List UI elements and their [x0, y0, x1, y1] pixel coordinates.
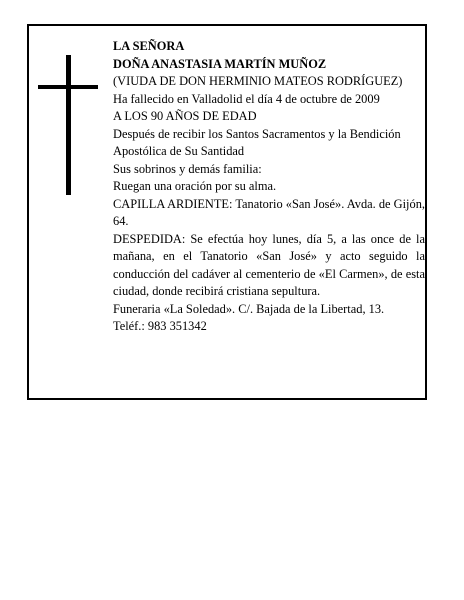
- prayer-line: Ruegan una oración por su alma.: [113, 179, 277, 193]
- age-at-death: A LOS 90 AÑOS DE EDAD: [113, 109, 257, 123]
- notice-text-block: [113, 38, 425, 336]
- cross-icon: [38, 55, 98, 195]
- notice-title: LA SEÑORA: [113, 39, 185, 53]
- widow-of: (VIUDA DE DON HERMINIO MATEOS RODRÍGUEZ): [113, 74, 403, 88]
- cross-horizontal-bar: [38, 85, 98, 89]
- sacraments-line: Después de recibir los Santos Sacramentos y la Bendición Apostólica de Su Santidad: [113, 126, 401, 158]
- death-info: Ha fallecido en Valladolid el día 4 de octubre de 2009: [113, 91, 380, 106]
- farewell-info: DESPEDIDA: Se efectúa hoy lunes, día 5, a las once de la mañana, en el Tanatorio «San José» y acto seguido la conducción del cadáver al cementerio de «El Carmen», de esta ciudad, donde recibirá cristiana sepultura.: [113, 231, 425, 298]
- funeral-home: Funeraria «La Soledad». C/. Bajada de la Libertad, 13.: [113, 301, 385, 316]
- phone-number: Teléf.: 983 351342: [113, 319, 207, 333]
- chapel-info: CAPILLA ARDIENTE: Tanatorio «San José». Avda. de Gijón, 64.: [113, 196, 425, 228]
- cross-vertical-bar: [66, 55, 71, 195]
- family-line: Sus sobrinos y demás familia:: [113, 161, 262, 176]
- deceased-name: DOÑA ANASTASIA MARTÍN MUÑOZ: [113, 56, 327, 71]
